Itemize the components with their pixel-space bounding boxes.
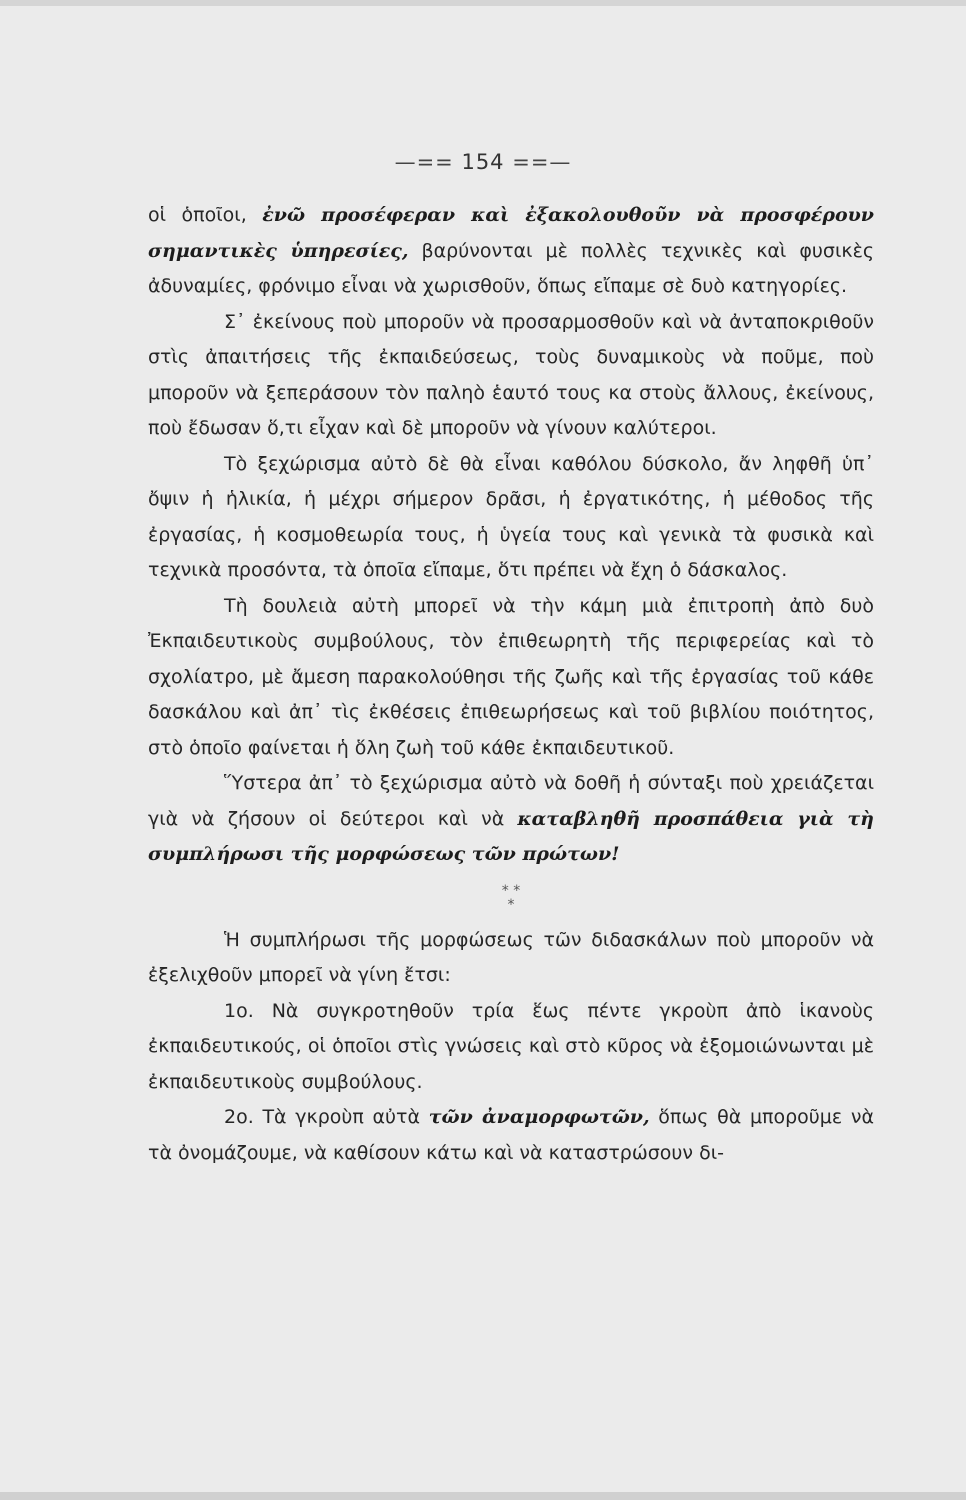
asterism-top: * * <box>501 882 521 899</box>
asterism-bottom: * <box>507 896 515 913</box>
page-number-dash-left: —== <box>394 150 454 174</box>
paragraph-1-text-b: βαρύνονται μὲ πολλὲς τεχνικὲς καὶ φυσικὲς ἀδυναμίες, φρόνιμο εἶναι νὰ χωρισθοῦν, ὅπως εἴπαμε σὲ δυὸ κατηγορίες. <box>148 239 874 297</box>
paragraph-8-text-b: ὅπως θὰ μποροῦμε νὰ τὰ ὀνομάζουμε, νὰ καθίσουν κάτω καὶ νὰ καταστρώσουν δι- <box>148 1106 874 1164</box>
paragraph-5-emphasis: καταβληθῆ προσπάθεια γιὰ τὴ συμπλήρωσι τῆς μορφώσεως τῶν πρώτων! <box>148 807 874 865</box>
paragraph-6: Ἡ συμπλήρωσι τῆς μορφώσεως τῶν διδασκάλων ποὺ μποροῦν νὰ ἐξελιχθοῦν μπορεῖ νὰ γίνη ἔτσι: <box>148 928 874 986</box>
paragraph-7: 1ο. Νὰ συγκροτηθοῦν τρία ἕως πέντε γκροὺπ ἀπὸ ἱκανοὺς ἐκπαιδευτικούς, οἱ ὁποῖοι στὶς γνώσεις καὶ στὸ κῦρος νὰ ἐξομοιώνωνται μὲ ἐκπαιδευτικοὺς συμβούλους. <box>148 999 874 1093</box>
paragraph-3: Τὸ ξεχώρισμα αὐτὸ δὲ θὰ εἶναι καθόλου δύσκολο, ἄν ληφθῆ ὑπ᾽ ὄψιν ἡ ἡλικία, ἡ μέχρι σήμερον δρᾶσι, ἡ ἐργατικότης, ἡ μέθοδος τῆς ἐργασίας, ἡ κοσμοθεωρία τους, ἡ ὑγεία τους καὶ γενικὰ τὰ φυσικὰ καὶ τεχνικὰ προσόντα, τὰ ὁποῖα εἴπαμε, ὅτι πρέπει νὰ ἔχη ὁ δάσκαλος. <box>148 452 874 581</box>
paragraph-5-text: Ὕστερα ἀπ᾽ τὸ ξεχώρισμα αὐτὸ νὰ δοθῆ ἡ σύνταξι ποὺ χρειάζεται γιὰ νὰ ζήσουν οἱ δεύτεροι καὶ νὰ <box>148 772 874 830</box>
paragraph-1-emphasis: ἐνῶ προσέφεραν καὶ ἐξακολουθοῦν νὰ προσφέρουν σημαντικὲς ὑπηρεσίες, <box>148 204 874 262</box>
page-number-value: 154 <box>461 150 505 174</box>
paragraph-8-text-a: 2ο. Τὰ γκροὺπ αὐτὰ <box>224 1106 429 1128</box>
paragraph-8 <box>148 1100 874 1171</box>
paragraph-1-text-a: οἱ ὁποῖοι, <box>148 204 263 226</box>
paragraph-8-emphasis: τῶν ἀναμορφωτῶν, <box>428 1106 650 1128</box>
paragraph-1 <box>148 198 874 305</box>
body-text <box>148 198 874 1171</box>
page-number <box>0 150 966 174</box>
page-bottom-edge <box>0 1492 966 1500</box>
section-separator-asterism <box>148 873 874 923</box>
paragraph-5 <box>148 766 874 873</box>
paragraph-4: Τὴ δουλειὰ αὐτὴ μπορεῖ νὰ τὴν κάμη μιὰ ἐπιτροπὴ ἀπὸ δυὸ Ἐκπαιδευτικοὺς συμβούλους, τὸν ἐπιθεωρητὴ τῆς περιφερείας καὶ τὸ σχολίατρο, μὲ ἄμεση παρακολούθησι τῆς ζωῆς καὶ τῆς ἐργασίας τοῦ κάθε δασκάλου καὶ ἀπ᾽ τὶς ἐκθέσεις ἐπιθεωρήσεως καὶ τοῦ βιβλίου ποιότητος, στὸ ὁποῖο φαίνεται ἡ ὅλη ζωὴ τοῦ κάθε ἐκπαιδευτικοῦ. <box>148 594 874 759</box>
paragraph-2: Σ᾽ ἐκείνους ποὺ μποροῦν νὰ προσαρμοσθοῦν καὶ νὰ ἀνταποκριθοῦν στὶς ἀπαιτήσεις τῆς ἐκπαιδεύσεως, τοὺς δυναμικοὺς νὰ ποῦμε, ποὺ μποροῦν νὰ ξεπεράσουν τὸν παληὸ ἑαυτό τους κα στοὺς ἄλλους, ἐκείνους, ποὺ ἔδωσαν ὅ,τι εἶχαν καὶ δὲ μποροῦν νὰ γίνουν καλύτεροι. <box>148 310 874 439</box>
page-number-dash-right: ==— <box>512 150 572 174</box>
page-top-edge <box>0 0 966 6</box>
